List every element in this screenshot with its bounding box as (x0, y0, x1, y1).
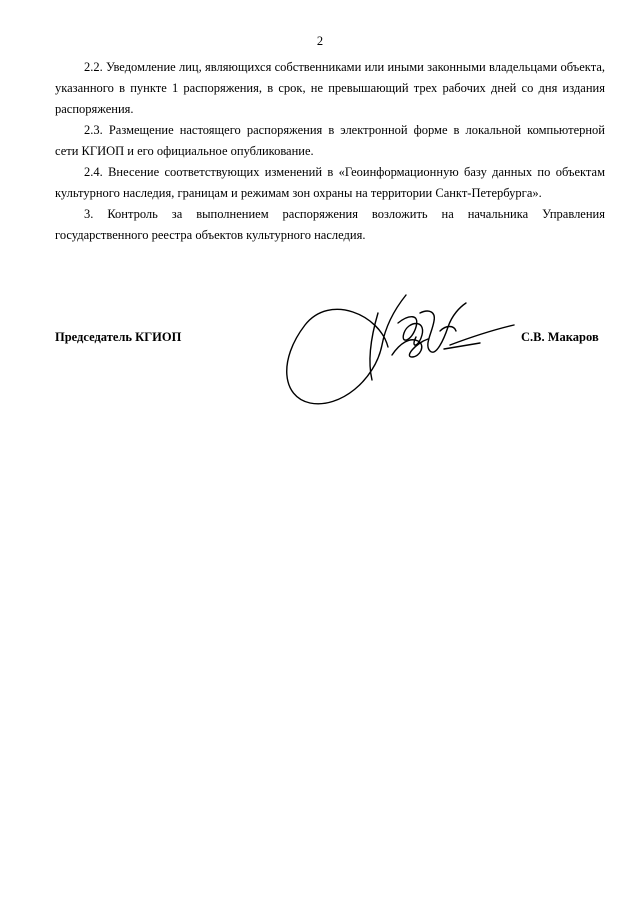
paragraph-2-3: 2.3. Размещение настоящего распоряжения в электронной форме в локальной компьютерной сети КГИОП и его официальное опубликование. (55, 123, 605, 158)
paragraph-3: 3. Контроль за выполнением распоряжения возложить на начальника Управления государственного реестра объектов культурного наследия. (55, 207, 605, 242)
page-number: 2 (316, 34, 324, 48)
paragraph-2-4: 2.4. Внесение соответствующих изменений в «Геоинформационную базу данных по объектам культурного наследия, границам и режимам зон охраны на территории Санкт-Петербурга». (55, 165, 605, 200)
signatory-position: Председатель КГИОП (55, 330, 182, 344)
signatory-name: С.В. Макаров (521, 330, 599, 344)
handwritten-signature (270, 285, 520, 415)
paragraph-2-2: 2.2. Уведомление лиц, являющихся собственниками или иными законными владельцами объекта, указанного в пункте 1 распоряжения, в срок, не превышающий трех рабочих дней со дня издания распоряжения. (55, 60, 605, 116)
document-body (55, 57, 605, 246)
